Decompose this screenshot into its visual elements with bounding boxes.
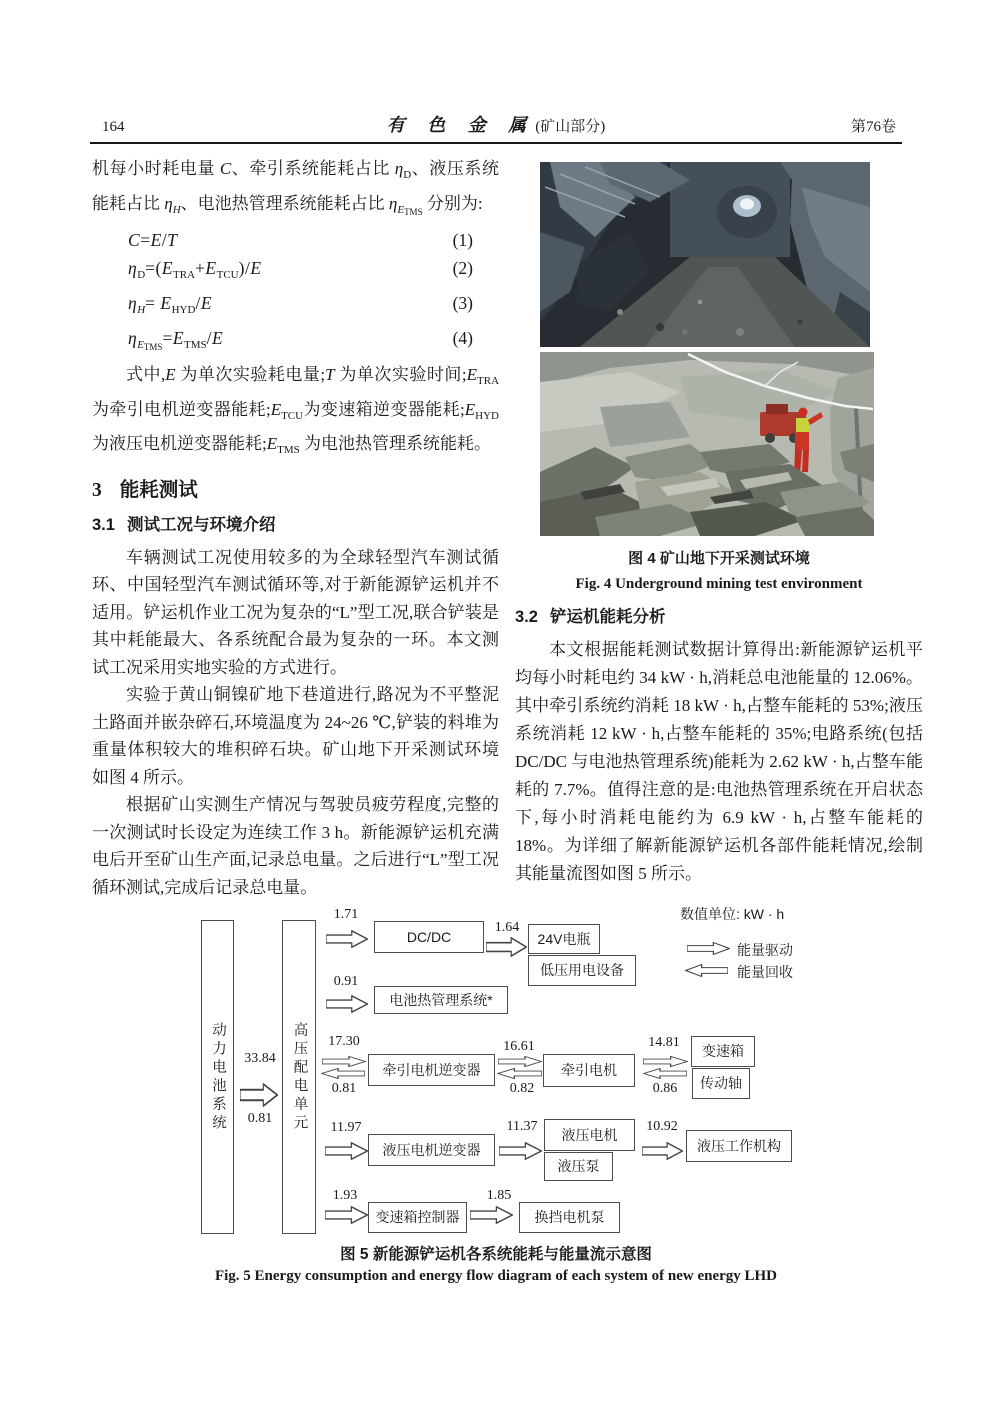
text-run: TRA	[477, 375, 500, 387]
flow-value-hydraulic-mechanism-in: 10.92	[646, 1119, 678, 1134]
text-run: D	[403, 169, 412, 181]
flow-value-traction-out: 16.61	[503, 1039, 535, 1054]
text-run: T	[167, 230, 178, 250]
flow-arrow-inverter-to-hydraulic-motor	[499, 1142, 542, 1160]
node-gearbox-controller: 变速箱控制器	[368, 1202, 467, 1233]
paragraph-intro	[92, 155, 499, 226]
text-run: 为变速箱逆变器能耗;	[303, 399, 465, 419]
text-run: E	[250, 258, 262, 278]
text-run: E	[200, 293, 213, 313]
flow-value-traction-back: 0.81	[331, 1081, 357, 1096]
figure4-caption-en: Fig. 4 Underground mining test environment	[575, 576, 863, 592]
equation-1	[92, 226, 499, 254]
node-hydraulic-motor: 液压电机	[544, 1119, 635, 1151]
paragraph-where	[92, 361, 499, 465]
flow-value-shift-pump-in: 1.85	[486, 1188, 512, 1203]
flow-value-hydraulic-out: 11.37	[506, 1119, 538, 1134]
text-run: 式中,	[126, 365, 166, 384]
equation-4	[92, 324, 499, 361]
text-run: 为牵引电机逆变器能耗;	[92, 399, 271, 419]
flow-arrow-to-hydraulic-mechanism	[642, 1142, 683, 1160]
text-run: =	[145, 293, 161, 313]
paragraph-test-cycle: 车辆测试工况使用较多的为全球轻型汽车测试循环、中国轻型汽车测试循环等,对于新能源铲运机并不适用。铲运机作业工况为复杂的“L”型工况,联合铲装是其中耗能最大、各系统配合最为复杂的一环。本文测试工况采用实地实验的方式进行。	[92, 547, 499, 677]
text-run: 、牵引系统能耗占比	[231, 159, 395, 178]
node-24v-battery: 24V电瓶	[528, 924, 600, 954]
text-run: η	[388, 193, 398, 213]
text-run: HYD	[475, 409, 499, 422]
node-traction-motor: 牵引电机	[543, 1054, 635, 1087]
text-run: E	[161, 258, 174, 278]
figure4-photo-rubble	[540, 352, 874, 536]
flow-arrow-motor-to-gearbox	[643, 1056, 688, 1067]
journal-title	[387, 111, 606, 137]
paragraph-mine-env: 实验于黄山铜镍矿地下巷道进行,路况为不平整泥土路面并嵌杂碎石,环境温度为 24~26 ℃,铲装的料堆为重量体积较大的堆积碎石块。矿山地下开采测试环境如图 4 所示。	[92, 685, 499, 787]
text-run: /	[206, 328, 213, 348]
tunnel-photo-illustration	[540, 162, 870, 347]
flow-arrow-to-shift-motor-pump	[470, 1206, 513, 1224]
paragraph-energy-analysis: 本文根据能耗测试数据计算得出:新能源铲运机平均每小时耗电约 34 kW · h,消耗总电池能量的 12.06%。其中牵引系统约消耗 18 kW · h,占整车能耗的 53%;液压系统消耗 12 kW · h,占整车能耗的 35%;电路系统(包括 DC/DC 与电池热管理系统)能耗为 2.62 kW · h,占整车能耗的 7.7%。值得注意的是:电池热管理系统在开启状态下,每小时消耗电能约为 6.9 kW · h,占整车能耗的 18%。为详细了解新能源铲运机各部件能耗情况,绘制其能量流图如图 5 所示。	[515, 640, 923, 883]
figure5-energy-flow-diagram	[90, 900, 902, 1284]
subsection-number: 3.2	[515, 608, 538, 626]
page-number: 164	[102, 119, 125, 135]
text-run: =(	[145, 258, 162, 278]
text-run: 、液压系统能耗占比	[92, 159, 500, 213]
text-run: H	[137, 304, 146, 316]
flow-arrow-gearbox-return	[643, 1068, 687, 1079]
equation-number: (2)	[452, 258, 473, 278]
node-lv-devices: 低压用电设备	[528, 955, 636, 986]
text-run: E	[266, 434, 278, 453]
text-run: 为液压电机逆变器能耗;	[92, 434, 267, 453]
flow-arrow-battery-to-hv	[240, 1083, 278, 1107]
legend-drive-label: 能量驱动	[737, 942, 793, 958]
text-run: =	[140, 230, 151, 250]
subsection-number: 3.1	[92, 515, 115, 534]
flow-value-dcdc-out: 1.64	[494, 920, 520, 935]
legend-drive-arrow-icon	[687, 942, 730, 955]
flow-value-battery-back: 0.81	[247, 1111, 273, 1126]
flow-value-dcdc-in: 1.71	[333, 907, 359, 922]
node-hydraulic-mechanism: 液压工作机构	[686, 1130, 792, 1162]
text-run: TMS	[404, 206, 423, 217]
figure5-caption-en: Fig. 5 Energy consumption and energy flow diagram of each system of new energy LHD	[214, 1268, 778, 1284]
equation-number: (3)	[452, 293, 473, 313]
flow-value-battery-out: 33.84	[244, 1051, 276, 1066]
paragraph-test-duration: 根据矿山实测生产情况与驾驶员疲劳程度,完整的一次测试时长设定为连续工作 3 h。新能源铲运机充满电后开至矿山生产面,记录总电量。之后进行“L”型工况循环测试,完成后记录总电量。	[92, 795, 499, 897]
flow-arrow-traction-motor-return	[497, 1068, 542, 1079]
text-run: C	[128, 230, 141, 250]
node-hv-distribution-unit: 高压配电单元	[282, 920, 316, 1234]
node-gearbox: 变速箱	[691, 1036, 755, 1067]
flow-arrow-hv-to-gearbox-controller	[325, 1206, 368, 1224]
figure4-photo-tunnel	[540, 162, 870, 347]
legend-recover-arrow-icon	[685, 964, 728, 977]
text-run: TCU	[281, 409, 304, 422]
text-run: E	[466, 365, 478, 384]
flow-arrow-hv-to-btms	[326, 995, 368, 1013]
text-run: /	[195, 293, 201, 313]
text-run: H	[172, 203, 181, 216]
text-run: 为单次实验耗电量;	[175, 365, 326, 384]
text-run: 为电池热管理系统能耗。	[299, 434, 491, 453]
flow-arrow-hv-to-traction-inverter	[322, 1056, 366, 1067]
text-run: η	[128, 293, 138, 313]
volume-label: 第76卷	[850, 119, 896, 135]
node-drive-shaft: 传动轴	[692, 1068, 750, 1099]
journal-title-main: 有 色 金 属	[386, 115, 536, 135]
left-column	[92, 155, 499, 901]
text-run: 分别为:	[422, 193, 483, 213]
text-run: T	[325, 365, 335, 384]
text-run: E	[464, 399, 476, 419]
flow-value-traction-in: 17.30	[328, 1034, 360, 1049]
journal-title-sub: (矿山部分)	[535, 119, 606, 135]
node-traction-inverter: 牵引电机逆变器	[368, 1054, 495, 1086]
figure5-caption-zh: 图 5 新能源铲运机各系统能耗与能量流示意图	[340, 1246, 652, 1263]
text-run: E	[172, 328, 185, 348]
text-run: 机每小时耗电量	[92, 159, 220, 178]
text-run: 、电池热管理系统能耗占比	[180, 193, 389, 213]
text-run: +	[195, 258, 206, 278]
text-run: HYD	[171, 304, 196, 316]
flow-arrow-inverter-to-traction-motor	[498, 1056, 542, 1067]
node-btms: 电池热管理系统*	[374, 986, 508, 1014]
text-run: TMS	[143, 342, 163, 352]
page-header	[90, 116, 902, 144]
text-run: η	[128, 258, 138, 278]
equation-number: (4)	[452, 328, 473, 348]
figure4-caption-zh: 图 4 矿山地下开采测试环境	[628, 550, 810, 567]
flow-value-tcu-in: 1.93	[332, 1188, 358, 1203]
text-run: TMS	[184, 339, 207, 351]
flow-value-traction-out-back: 0.82	[509, 1081, 535, 1096]
section-3-1-heading	[92, 513, 499, 537]
equation-body	[128, 289, 212, 324]
flow-arrow-traction-inverter-return	[321, 1068, 365, 1079]
text-run: E	[165, 365, 176, 384]
node-dcdc: DC/DC	[374, 921, 484, 953]
equation-3	[92, 289, 499, 324]
text-run: TRA	[173, 269, 196, 281]
node-hydraulic-inverter: 液压电机逆变器	[368, 1134, 495, 1166]
unit-label: 数值单位: kW · h	[680, 906, 785, 922]
text-run: η	[394, 159, 404, 178]
subsection-title: 铲运机能耗分析	[549, 608, 666, 626]
text-run: E	[137, 339, 144, 351]
section-3-heading	[92, 478, 499, 504]
section-number: 3	[92, 479, 102, 501]
equation-body	[128, 226, 177, 254]
text-run: E	[212, 328, 224, 348]
text-run: E	[150, 230, 162, 250]
text-run: D	[137, 269, 146, 281]
node-hydraulic-pump: 液压泵	[544, 1152, 613, 1181]
text-run: E	[160, 293, 172, 313]
text-run: /	[161, 230, 168, 250]
equation-body	[128, 324, 223, 361]
text-run: =	[162, 328, 173, 348]
subsection-title: 测试工况与环境介绍	[126, 515, 276, 534]
equation-2	[92, 254, 499, 289]
text-run: E	[270, 399, 282, 419]
flow-value-gearbox-back: 0.86	[652, 1081, 678, 1096]
flow-value-btms-in: 0.91	[333, 974, 359, 989]
flow-arrow-hv-to-dcdc	[326, 930, 368, 948]
section-title: 能耗测试	[119, 479, 198, 501]
equation-body	[128, 254, 262, 289]
flow-value-gearbox-in: 14.81	[648, 1035, 680, 1050]
text-run: 为单次实验时间;	[334, 365, 467, 384]
node-shift-motor-pump: 换挡电机泵	[519, 1202, 620, 1233]
flow-arrow-hv-to-hydraulic-inverter	[325, 1142, 368, 1160]
text-run: )/	[238, 258, 251, 278]
rubble-photo-illustration	[540, 352, 874, 536]
text-run: η	[164, 193, 173, 213]
text-run: η	[128, 328, 138, 348]
node-battery-system: 动力电池系统	[201, 920, 234, 1234]
section-3-2-heading	[515, 605, 923, 629]
equation-number: (1)	[452, 230, 473, 250]
text-run: TMS	[277, 444, 300, 456]
text-run: TCU	[216, 269, 239, 281]
text-run: E	[205, 258, 217, 278]
flow-arrow-dcdc-to-24v	[486, 937, 527, 957]
flow-value-hydraulic-in: 11.97	[330, 1120, 362, 1135]
text-run: C	[219, 159, 232, 178]
right-column	[515, 546, 923, 888]
legend-recover-label: 能量回收	[737, 964, 793, 980]
text-run: E	[397, 203, 405, 216]
